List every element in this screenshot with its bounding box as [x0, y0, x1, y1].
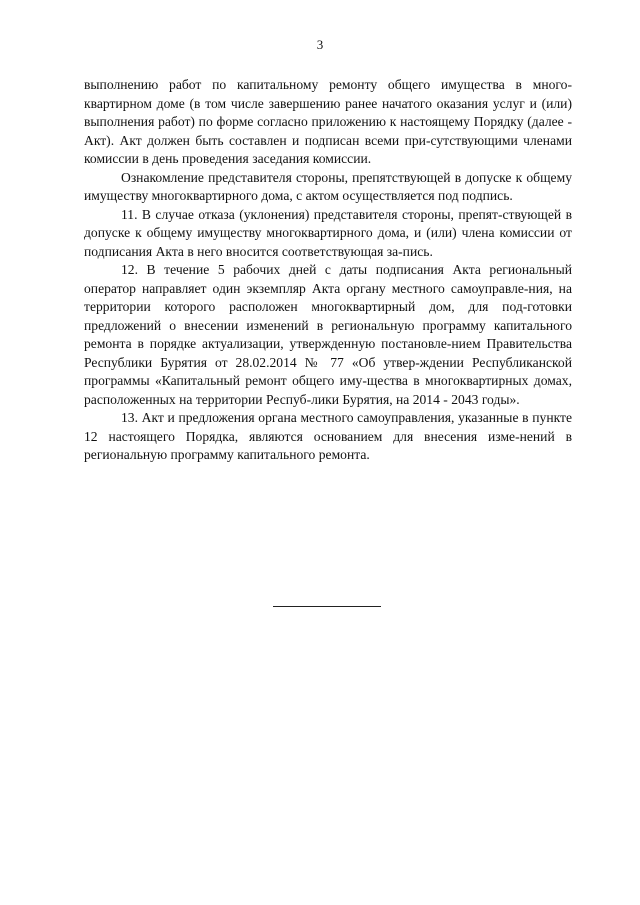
- paragraph-acquaintance: Ознакомление представителя стороны, препятствующей в допуске к общему имуществу многоквартирного дома, с актом осуществляется под подпись.: [84, 169, 572, 203]
- document-body: [84, 76, 572, 465]
- paragraph-continuation: выполнению работ по капитальному ремонту общего имущества в много-квартирном доме (в том числе завершению ранее начатого оказания услуг и (или) выполнения работ) по форме согласно приложению к настоящему Порядку (далее - Акт). Акт должен быть составлен и подписан всеми при-сутствующими членами комиссии в день проведения заседания комиссии.: [84, 77, 572, 166]
- paragraph-12: 12. В течение 5 рабочих дней с даты подписания Акта региональный оператор направляет один экземпляр Акта органу местного самоуправле-ния, на территории которого расположен многоквартирный дом, для под-готовки предложений о внесении изменений в региональную программу капитального ремонта в порядке актуализации, утвержденную постановле-нием Правительства Республики Бурятия от 28.02.2014 № 77 «Об утвер-ждении Республиканской программы «Капитальный ремонт общего иму-щества в многоквартирных домах, расположенных на территории Респуб-лики Бурятия, на 2014 - 2043 годы».: [84, 262, 572, 407]
- paragraph-13: 13. Акт и предложения органа местного самоуправления, указанные в пункте 12 настоящего Порядка, являются основанием для внесения изме-нений в региональную программу капитального ремонта.: [84, 410, 572, 462]
- page-number: 3: [316, 37, 324, 52]
- paragraph-11: 11. В случае отказа (уклонения) представителя стороны, препят-ствующей в допуске к общему имуществу многоквартирного дома, и (или) члена комиссии от подписания Акта в него вносится соответствующая за-пись.: [84, 206, 572, 259]
- end-rule: [273, 606, 381, 607]
